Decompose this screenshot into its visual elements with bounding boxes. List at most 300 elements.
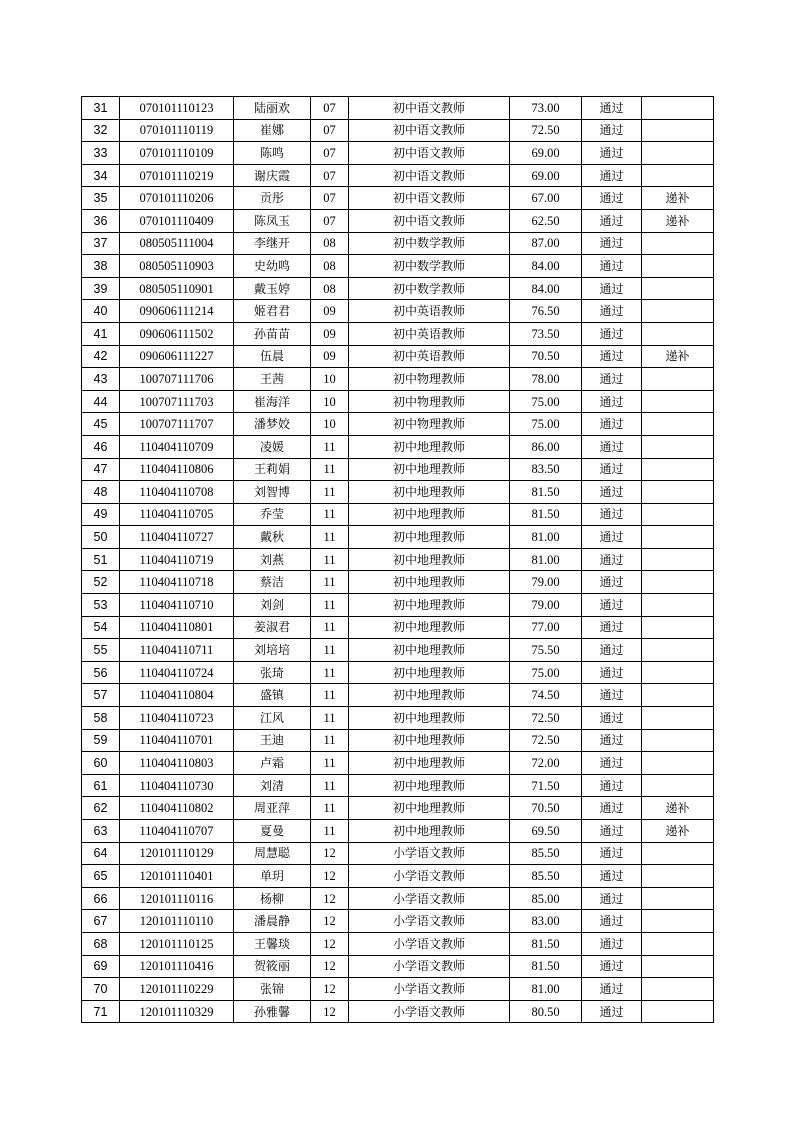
status-cell: 通过 — [582, 820, 642, 843]
seq-cell: 60 — [82, 752, 120, 775]
exam-id-cell: 070101110409 — [120, 209, 234, 232]
name-cell: 潘梦姣 — [234, 413, 311, 436]
status-cell: 通过 — [582, 955, 642, 978]
post-code-cell: 08 — [311, 255, 349, 278]
score-cell: 75.00 — [510, 390, 582, 413]
exam-id-cell: 070101110119 — [120, 119, 234, 142]
post-title-cell: 初中语文教师 — [349, 164, 510, 187]
post-code-cell: 09 — [311, 322, 349, 345]
exam-id-cell: 110404110804 — [120, 684, 234, 707]
exam-id-cell: 110404110707 — [120, 820, 234, 843]
note-cell — [642, 322, 714, 345]
status-cell: 通过 — [582, 932, 642, 955]
note-cell — [642, 774, 714, 797]
exam-id-cell: 120101110329 — [120, 1000, 234, 1023]
table-row — [82, 616, 714, 639]
seq-cell: 63 — [82, 820, 120, 843]
seq-cell: 45 — [82, 413, 120, 436]
score-cell: 81.50 — [510, 955, 582, 978]
post-code-cell: 11 — [311, 797, 349, 820]
name-cell: 杨柳 — [234, 887, 311, 910]
exam-id-cell: 110404110711 — [120, 639, 234, 662]
exam-id-cell: 110404110806 — [120, 458, 234, 481]
seq-cell: 57 — [82, 684, 120, 707]
post-title-cell: 初中地理教师 — [349, 707, 510, 730]
table-row — [82, 865, 714, 888]
exam-id-cell: 110404110701 — [120, 729, 234, 752]
exam-id-cell: 070101110219 — [120, 164, 234, 187]
score-cell: 72.50 — [510, 119, 582, 142]
score-cell: 77.00 — [510, 616, 582, 639]
post-code-cell: 11 — [311, 481, 349, 504]
score-cell: 71.50 — [510, 774, 582, 797]
note-cell — [642, 571, 714, 594]
seq-cell: 68 — [82, 932, 120, 955]
status-cell: 通过 — [582, 368, 642, 391]
score-cell: 62.50 — [510, 209, 582, 232]
name-cell: 谢庆霞 — [234, 164, 311, 187]
post-title-cell: 初中语文教师 — [349, 209, 510, 232]
score-cell: 78.00 — [510, 368, 582, 391]
name-cell: 王茜 — [234, 368, 311, 391]
score-cell: 83.50 — [510, 458, 582, 481]
exam-id-cell: 120101110110 — [120, 910, 234, 933]
post-code-cell: 12 — [311, 865, 349, 888]
seq-cell: 35 — [82, 187, 120, 210]
status-cell: 通过 — [582, 571, 642, 594]
seq-cell: 34 — [82, 164, 120, 187]
table-row — [82, 661, 714, 684]
post-code-cell: 11 — [311, 548, 349, 571]
exam-id-cell: 090606111227 — [120, 345, 234, 368]
post-code-cell: 12 — [311, 887, 349, 910]
seq-cell: 47 — [82, 458, 120, 481]
status-cell: 通过 — [582, 255, 642, 278]
post-code-cell: 11 — [311, 729, 349, 752]
note-cell — [642, 661, 714, 684]
post-title-cell: 初中语文教师 — [349, 187, 510, 210]
table-row — [82, 548, 714, 571]
exam-id-cell: 070101110109 — [120, 142, 234, 165]
note-cell — [642, 97, 714, 120]
score-cell: 83.00 — [510, 910, 582, 933]
score-cell: 72.00 — [510, 752, 582, 775]
table-row — [82, 729, 714, 752]
note-cell — [642, 142, 714, 165]
status-cell: 通过 — [582, 684, 642, 707]
name-cell: 刘智博 — [234, 481, 311, 504]
note-cell — [642, 616, 714, 639]
exam-id-cell: 100707111703 — [120, 390, 234, 413]
score-cell: 69.00 — [510, 142, 582, 165]
status-cell: 通过 — [582, 345, 642, 368]
score-cell: 79.00 — [510, 594, 582, 617]
table-row — [82, 255, 714, 278]
table-row — [82, 119, 714, 142]
name-cell: 孙苗苗 — [234, 322, 311, 345]
post-title-cell: 初中地理教师 — [349, 684, 510, 707]
note-cell — [642, 548, 714, 571]
table-row — [82, 526, 714, 549]
post-code-cell: 09 — [311, 300, 349, 323]
table-row — [82, 481, 714, 504]
score-cell: 73.00 — [510, 97, 582, 120]
status-cell: 通过 — [582, 390, 642, 413]
seq-cell: 40 — [82, 300, 120, 323]
table-row — [82, 684, 714, 707]
note-cell — [642, 368, 714, 391]
name-cell: 李继开 — [234, 232, 311, 255]
note-cell — [642, 955, 714, 978]
post-title-cell: 小学语文教师 — [349, 978, 510, 1001]
status-cell: 通过 — [582, 413, 642, 436]
post-title-cell: 初中地理教师 — [349, 661, 510, 684]
post-code-cell: 07 — [311, 209, 349, 232]
name-cell: 凌媛 — [234, 435, 311, 458]
exam-id-cell: 110404110723 — [120, 707, 234, 730]
seq-cell: 50 — [82, 526, 120, 549]
post-code-cell: 10 — [311, 413, 349, 436]
note-cell — [642, 300, 714, 323]
score-cell: 85.50 — [510, 842, 582, 865]
name-cell: 孙雅馨 — [234, 1000, 311, 1023]
table-row — [82, 707, 714, 730]
status-cell: 通过 — [582, 97, 642, 120]
post-code-cell: 11 — [311, 752, 349, 775]
exam-id-cell: 120101110116 — [120, 887, 234, 910]
post-title-cell: 初中语文教师 — [349, 119, 510, 142]
name-cell: 姬君君 — [234, 300, 311, 323]
score-cell: 75.00 — [510, 661, 582, 684]
status-cell: 通过 — [582, 458, 642, 481]
name-cell: 刘燕 — [234, 548, 311, 571]
seq-cell: 54 — [82, 616, 120, 639]
table-row — [82, 774, 714, 797]
post-title-cell: 初中地理教师 — [349, 774, 510, 797]
post-title-cell: 初中地理教师 — [349, 548, 510, 571]
exam-id-cell: 120101110401 — [120, 865, 234, 888]
status-cell: 通过 — [582, 548, 642, 571]
post-code-cell: 11 — [311, 594, 349, 617]
note-cell — [642, 707, 714, 730]
post-title-cell: 初中地理教师 — [349, 639, 510, 662]
seq-cell: 62 — [82, 797, 120, 820]
score-cell: 81.50 — [510, 503, 582, 526]
table-row — [82, 232, 714, 255]
note-cell — [642, 910, 714, 933]
post-title-cell: 初中地理教师 — [349, 526, 510, 549]
status-cell: 通过 — [582, 661, 642, 684]
seq-cell: 58 — [82, 707, 120, 730]
post-title-cell: 小学语文教师 — [349, 865, 510, 888]
table-row — [82, 277, 714, 300]
status-cell: 通过 — [582, 119, 642, 142]
note-cell: 递补 — [642, 187, 714, 210]
exam-id-cell: 110404110709 — [120, 435, 234, 458]
name-cell: 王莉娟 — [234, 458, 311, 481]
score-cell: 80.50 — [510, 1000, 582, 1023]
name-cell: 刘培培 — [234, 639, 311, 662]
seq-cell: 37 — [82, 232, 120, 255]
results-table — [81, 96, 714, 1023]
post-title-cell: 初中地理教师 — [349, 481, 510, 504]
name-cell: 周慧聪 — [234, 842, 311, 865]
post-title-cell: 初中物理教师 — [349, 390, 510, 413]
note-cell — [642, 277, 714, 300]
note-cell — [642, 255, 714, 278]
post-title-cell: 小学语文教师 — [349, 1000, 510, 1023]
name-cell: 贡彤 — [234, 187, 311, 210]
table-row — [82, 368, 714, 391]
status-cell: 通过 — [582, 277, 642, 300]
name-cell: 戴玉婷 — [234, 277, 311, 300]
post-title-cell: 初中数学教师 — [349, 277, 510, 300]
post-code-cell: 11 — [311, 526, 349, 549]
score-cell: 87.00 — [510, 232, 582, 255]
table-row — [82, 300, 714, 323]
note-cell — [642, 458, 714, 481]
note-cell — [642, 1000, 714, 1023]
status-cell: 通过 — [582, 187, 642, 210]
exam-id-cell: 080505111004 — [120, 232, 234, 255]
status-cell: 通过 — [582, 232, 642, 255]
post-code-cell: 09 — [311, 345, 349, 368]
seq-cell: 51 — [82, 548, 120, 571]
post-title-cell: 初中地理教师 — [349, 458, 510, 481]
table-row — [82, 820, 714, 843]
post-title-cell: 初中英语教师 — [349, 322, 510, 345]
exam-id-cell: 110404110803 — [120, 752, 234, 775]
note-cell — [642, 413, 714, 436]
score-cell: 79.00 — [510, 571, 582, 594]
note-cell — [642, 887, 714, 910]
table-row — [82, 413, 714, 436]
name-cell: 王馨琰 — [234, 932, 311, 955]
post-title-cell: 初中地理教师 — [349, 594, 510, 617]
post-code-cell: 12 — [311, 842, 349, 865]
post-title-cell: 初中地理教师 — [349, 616, 510, 639]
status-cell: 通过 — [582, 887, 642, 910]
score-cell: 73.50 — [510, 322, 582, 345]
score-cell: 72.50 — [510, 729, 582, 752]
exam-id-cell: 080505110903 — [120, 255, 234, 278]
table-row — [82, 752, 714, 775]
name-cell: 江风 — [234, 707, 311, 730]
seq-cell: 70 — [82, 978, 120, 1001]
score-cell: 70.50 — [510, 345, 582, 368]
exam-id-cell: 120101110129 — [120, 842, 234, 865]
status-cell: 通过 — [582, 435, 642, 458]
exam-id-cell: 090606111214 — [120, 300, 234, 323]
note-cell — [642, 119, 714, 142]
post-title-cell: 初中物理教师 — [349, 368, 510, 391]
post-code-cell: 11 — [311, 616, 349, 639]
seq-cell: 67 — [82, 910, 120, 933]
note-cell — [642, 932, 714, 955]
score-cell: 69.50 — [510, 820, 582, 843]
post-title-cell: 初中数学教师 — [349, 232, 510, 255]
post-title-cell: 初中地理教师 — [349, 571, 510, 594]
score-cell: 85.50 — [510, 865, 582, 888]
seq-cell: 71 — [82, 1000, 120, 1023]
post-title-cell: 初中数学教师 — [349, 255, 510, 278]
name-cell: 卢霜 — [234, 752, 311, 775]
table-row — [82, 503, 714, 526]
score-cell: 75.00 — [510, 413, 582, 436]
post-code-cell: 07 — [311, 142, 349, 165]
status-cell: 通过 — [582, 209, 642, 232]
table-row — [82, 142, 714, 165]
seq-cell: 53 — [82, 594, 120, 617]
status-cell: 通过 — [582, 752, 642, 775]
exam-id-cell: 110404110730 — [120, 774, 234, 797]
table-row — [82, 978, 714, 1001]
name-cell: 王迪 — [234, 729, 311, 752]
table-row — [82, 797, 714, 820]
post-code-cell: 12 — [311, 1000, 349, 1023]
name-cell: 陈鸣 — [234, 142, 311, 165]
name-cell: 张锦 — [234, 978, 311, 1001]
status-cell: 通过 — [582, 594, 642, 617]
score-cell: 81.50 — [510, 932, 582, 955]
exam-id-cell: 110404110710 — [120, 594, 234, 617]
name-cell: 崔娜 — [234, 119, 311, 142]
name-cell: 戴秋 — [234, 526, 311, 549]
name-cell: 姜淑君 — [234, 616, 311, 639]
table-row — [82, 639, 714, 662]
status-cell: 通过 — [582, 865, 642, 888]
name-cell: 周亚萍 — [234, 797, 311, 820]
score-cell: 84.00 — [510, 277, 582, 300]
status-cell: 通过 — [582, 526, 642, 549]
table-row — [82, 187, 714, 210]
post-code-cell: 07 — [311, 97, 349, 120]
post-code-cell: 10 — [311, 368, 349, 391]
score-cell: 85.00 — [510, 887, 582, 910]
exam-id-cell: 070101110123 — [120, 97, 234, 120]
score-cell: 76.50 — [510, 300, 582, 323]
table-row — [82, 1000, 714, 1023]
name-cell: 夏曼 — [234, 820, 311, 843]
seq-cell: 41 — [82, 322, 120, 345]
seq-cell: 55 — [82, 639, 120, 662]
seq-cell: 49 — [82, 503, 120, 526]
score-cell: 74.50 — [510, 684, 582, 707]
seq-cell: 65 — [82, 865, 120, 888]
score-cell: 69.00 — [510, 164, 582, 187]
seq-cell: 48 — [82, 481, 120, 504]
exam-id-cell: 120101110125 — [120, 932, 234, 955]
post-code-cell: 12 — [311, 955, 349, 978]
exam-id-cell: 100707111707 — [120, 413, 234, 436]
table-row — [82, 842, 714, 865]
status-cell: 通过 — [582, 797, 642, 820]
note-cell: 递补 — [642, 345, 714, 368]
post-title-cell: 初中地理教师 — [349, 435, 510, 458]
exam-id-cell: 080505110901 — [120, 277, 234, 300]
table-row — [82, 955, 714, 978]
status-cell: 通过 — [582, 322, 642, 345]
post-code-cell: 11 — [311, 774, 349, 797]
note-cell — [642, 684, 714, 707]
post-code-cell: 07 — [311, 119, 349, 142]
score-cell: 75.50 — [510, 639, 582, 662]
seq-cell: 43 — [82, 368, 120, 391]
note-cell: 递补 — [642, 209, 714, 232]
seq-cell: 33 — [82, 142, 120, 165]
name-cell: 贺筱丽 — [234, 955, 311, 978]
note-cell — [642, 526, 714, 549]
seq-cell: 69 — [82, 955, 120, 978]
post-title-cell: 初中地理教师 — [349, 729, 510, 752]
table-row — [82, 458, 714, 481]
name-cell: 单玥 — [234, 865, 311, 888]
seq-cell: 44 — [82, 390, 120, 413]
name-cell: 史幼鸣 — [234, 255, 311, 278]
post-code-cell: 12 — [311, 932, 349, 955]
post-code-cell: 07 — [311, 187, 349, 210]
note-cell: 递补 — [642, 797, 714, 820]
table-row — [82, 164, 714, 187]
score-cell: 72.50 — [510, 707, 582, 730]
name-cell: 刘清 — [234, 774, 311, 797]
status-cell: 通过 — [582, 481, 642, 504]
table-body — [82, 97, 714, 1023]
score-cell: 81.00 — [510, 526, 582, 549]
post-title-cell: 初中物理教师 — [349, 413, 510, 436]
exam-id-cell: 100707111706 — [120, 368, 234, 391]
status-cell: 通过 — [582, 729, 642, 752]
table-row — [82, 594, 714, 617]
post-title-cell: 初中地理教师 — [349, 797, 510, 820]
post-code-cell: 11 — [311, 503, 349, 526]
score-cell: 86.00 — [510, 435, 582, 458]
post-code-cell: 11 — [311, 571, 349, 594]
post-code-cell: 11 — [311, 684, 349, 707]
post-title-cell: 小学语文教师 — [349, 910, 510, 933]
exam-id-cell: 110404110727 — [120, 526, 234, 549]
seq-cell: 52 — [82, 571, 120, 594]
note-cell — [642, 594, 714, 617]
name-cell: 潘晨静 — [234, 910, 311, 933]
status-cell: 通过 — [582, 774, 642, 797]
score-cell: 70.50 — [510, 797, 582, 820]
post-code-cell: 10 — [311, 390, 349, 413]
seq-cell: 42 — [82, 345, 120, 368]
status-cell: 通过 — [582, 978, 642, 1001]
seq-cell: 64 — [82, 842, 120, 865]
post-code-cell: 11 — [311, 820, 349, 843]
score-cell: 84.00 — [510, 255, 582, 278]
table-row — [82, 910, 714, 933]
table-row — [82, 571, 714, 594]
exam-id-cell: 090606111502 — [120, 322, 234, 345]
post-title-cell: 初中英语教师 — [349, 345, 510, 368]
status-cell: 通过 — [582, 1000, 642, 1023]
post-code-cell: 11 — [311, 661, 349, 684]
status-cell: 通过 — [582, 503, 642, 526]
post-code-cell: 08 — [311, 232, 349, 255]
post-code-cell: 08 — [311, 277, 349, 300]
note-cell — [642, 639, 714, 662]
note-cell — [642, 481, 714, 504]
status-cell: 通过 — [582, 142, 642, 165]
post-code-cell: 12 — [311, 978, 349, 1001]
exam-id-cell: 110404110718 — [120, 571, 234, 594]
exam-id-cell: 120101110229 — [120, 978, 234, 1001]
exam-id-cell: 110404110705 — [120, 503, 234, 526]
name-cell: 陆丽欢 — [234, 97, 311, 120]
